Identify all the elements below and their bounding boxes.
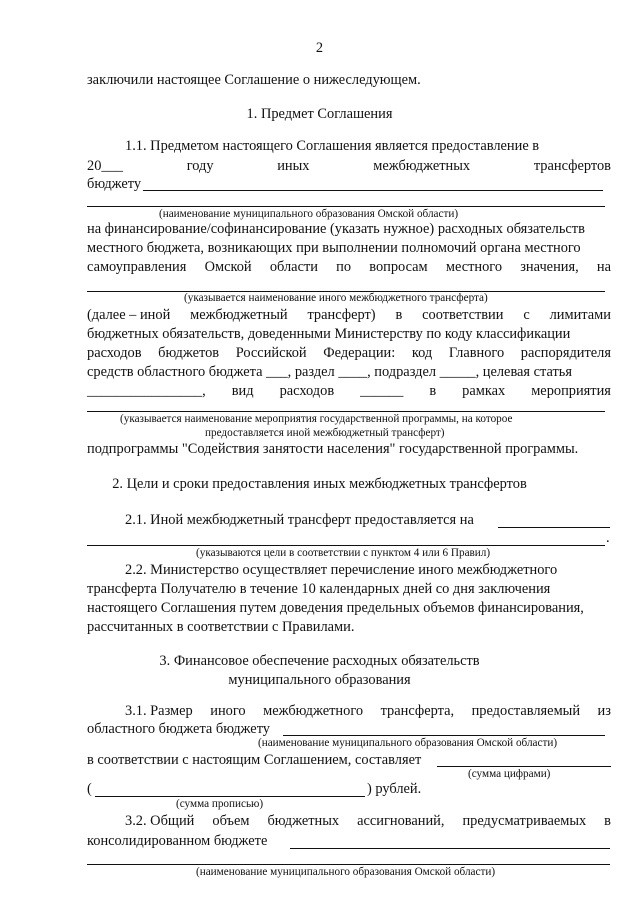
word: расходов bbox=[87, 345, 142, 361]
p32-line-2: консолидированном бюджете bbox=[87, 833, 268, 849]
fill-line bbox=[87, 864, 610, 865]
p31-line-1 bbox=[125, 703, 611, 720]
word: распорядителя bbox=[520, 345, 611, 361]
fill-line bbox=[87, 411, 605, 412]
word: ассигнований, bbox=[357, 813, 445, 829]
p11-line-10: средств областного бюджета ___, раздел ____, подраздел _____, целевая статья bbox=[87, 364, 572, 380]
caption-sum-words: (сумма прописью) bbox=[176, 798, 264, 810]
section-3-title-2: муниципального образования bbox=[228, 672, 411, 688]
word: 3.2. Общий bbox=[125, 813, 195, 829]
p22-line-1: 2.2. Министерство осуществляет перечисление иного межбюджетного bbox=[125, 562, 558, 578]
p11-line-1-text: 1.1. Предметом настоящего Соглашения является предоставление в bbox=[125, 138, 540, 154]
word: 20___ bbox=[87, 158, 123, 174]
p31-line-3: в соответствии с настоящим Соглашением, составляет bbox=[87, 752, 422, 768]
p11-line-2 bbox=[87, 158, 611, 175]
caption-event-1: (указывается наименование мероприятия государственной программы, на которое bbox=[120, 413, 513, 425]
word: вопросам bbox=[369, 259, 428, 275]
caption-sum-digits: (сумма цифрами) bbox=[468, 768, 551, 780]
word: лимитами bbox=[549, 307, 611, 323]
p11-line-9 bbox=[87, 345, 611, 362]
p11-line-6 bbox=[87, 259, 611, 276]
word: межбюджетных bbox=[373, 158, 471, 174]
p21-dot: . bbox=[606, 530, 610, 546]
word: бюджетных bbox=[267, 813, 340, 829]
word: (далее – иной bbox=[87, 307, 171, 323]
p11-line-4: на финансирование/софинансирование (указать нужное) расходных обязательств bbox=[87, 221, 585, 237]
fill-line bbox=[437, 766, 611, 767]
caption-event-2: предоставляется иной межбюджетный трансферт) bbox=[205, 427, 445, 439]
word: предусматриваемых bbox=[462, 813, 587, 829]
caption-goals: (указываются цели в соответствии с пунктом 4 или 6 Правил) bbox=[196, 547, 491, 559]
section-1-title: 1. Предмет Соглашения bbox=[246, 106, 393, 122]
fill-line bbox=[143, 190, 603, 191]
word: ______ bbox=[360, 383, 404, 399]
word: объем bbox=[212, 813, 250, 829]
word: межбюджетного bbox=[263, 703, 364, 719]
word: соответствии bbox=[422, 307, 504, 323]
word: в bbox=[395, 307, 403, 323]
word: код bbox=[411, 345, 433, 361]
p31-paren-open: ( bbox=[87, 781, 92, 797]
word: с bbox=[523, 307, 530, 323]
p11-line-7 bbox=[87, 307, 611, 324]
word: Российской bbox=[235, 345, 307, 361]
word: расходов bbox=[279, 383, 335, 399]
word: иных bbox=[277, 158, 310, 174]
page-number: 2 bbox=[315, 40, 324, 56]
word: Главного bbox=[448, 345, 505, 361]
word: по bbox=[336, 259, 352, 275]
intro-line: заключили настоящее Соглашение о нижеследующем. bbox=[87, 72, 421, 88]
word: из bbox=[597, 703, 611, 719]
p31-rubles: ) рублей. bbox=[367, 781, 422, 797]
word: ________________, bbox=[87, 383, 206, 399]
p32-line-1 bbox=[125, 813, 611, 830]
p11-line-8: бюджетных обязательств, доведенными Министерству по коду классификации bbox=[87, 326, 571, 342]
fill-line bbox=[87, 206, 605, 207]
word: Федерации: bbox=[323, 345, 396, 361]
word: вид bbox=[231, 383, 254, 399]
caption-municipality-2: (наименование муниципального образования Омской области) bbox=[196, 866, 496, 878]
word: на bbox=[596, 259, 611, 275]
p22-line-3: настоящего Соглашения путем доведения предельных объемов финансирования, bbox=[87, 600, 584, 616]
word: области bbox=[269, 259, 318, 275]
word: трансферт) bbox=[307, 307, 376, 323]
word: Омской bbox=[204, 259, 252, 275]
word: мероприятия bbox=[531, 383, 611, 399]
caption-municipality: (наименование муниципального образования Омской области) bbox=[258, 737, 558, 749]
word: значения, bbox=[520, 259, 579, 275]
word: 3.1. Размер bbox=[125, 703, 193, 719]
p31-line-2: областного бюджета бюджету bbox=[87, 721, 270, 737]
word: году bbox=[186, 158, 214, 174]
fill-line bbox=[95, 796, 365, 797]
word: трансферта, bbox=[380, 703, 455, 719]
word: в bbox=[604, 813, 611, 829]
fill-line bbox=[498, 527, 610, 528]
word: самоуправления bbox=[87, 259, 187, 275]
p22-line-2: трансферта Получателю в течение 10 календарных дней со дня заключения bbox=[87, 581, 551, 597]
p11-line-11 bbox=[87, 383, 611, 400]
word: предоставляемый bbox=[471, 703, 581, 719]
fill-line bbox=[283, 735, 605, 736]
p22-line-4: рассчитанных в соответствии с Правилами. bbox=[87, 619, 355, 635]
p11-line-12: подпрограммы "Содействия занятости населения" государственной программы. bbox=[87, 441, 579, 457]
section-2-title: 2. Цели и сроки предоставления иных межбюджетных трансфертов bbox=[112, 476, 527, 492]
p21-line-1: 2.1. Иной межбюджетный трансферт предоставляется на bbox=[125, 512, 474, 528]
fill-line bbox=[87, 545, 605, 546]
word: рамках bbox=[462, 383, 506, 399]
caption-municipality: (наименование муниципального образования Омской области) bbox=[159, 208, 459, 220]
word: иного bbox=[210, 703, 246, 719]
word: местного bbox=[445, 259, 503, 275]
section-3-title-1: 3. Финансовое обеспечение расходных обязательств bbox=[159, 653, 480, 669]
word: в bbox=[429, 383, 437, 399]
p11-line-3-label: бюджету bbox=[87, 176, 142, 192]
word: бюджетов bbox=[158, 345, 220, 361]
word: трансфертов bbox=[533, 158, 611, 174]
fill-line bbox=[290, 848, 610, 849]
word: межбюджетный bbox=[190, 307, 288, 323]
p11-line-1 bbox=[125, 138, 611, 155]
caption-transfer: (указывается наименование иного межбюджетного трансферта) bbox=[184, 292, 488, 304]
p11-line-5: местного бюджета, возникающих при выполнении полномочий органа местного bbox=[87, 240, 581, 256]
